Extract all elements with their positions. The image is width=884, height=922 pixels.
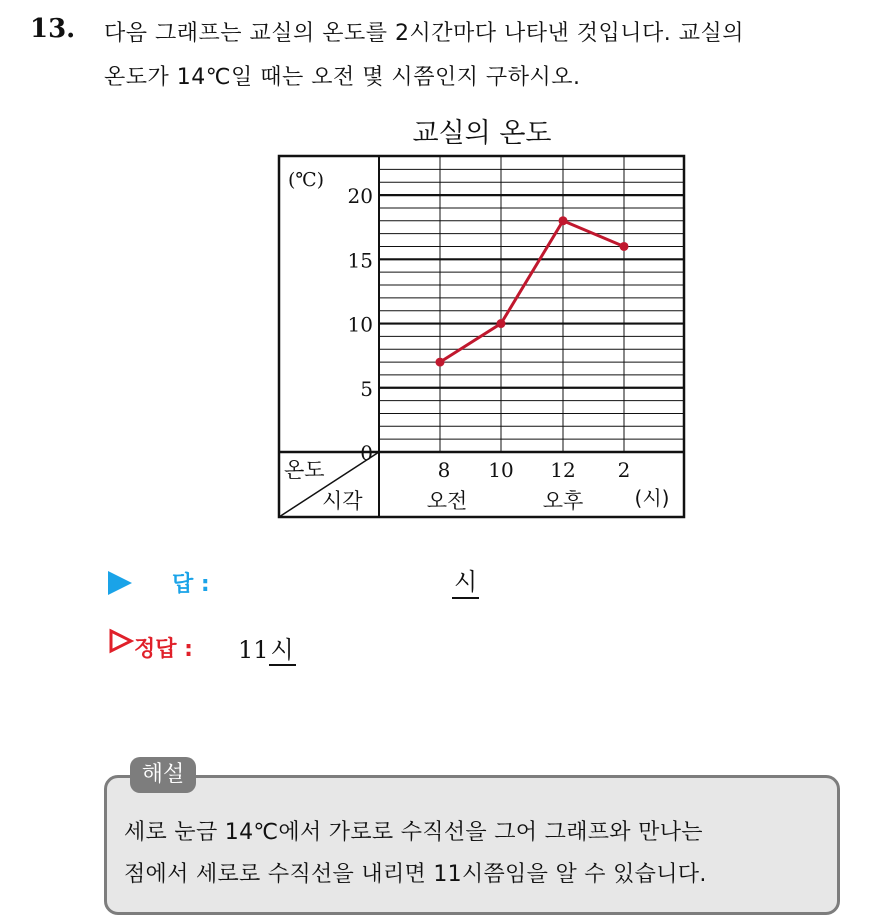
y-tick-label: 0 xyxy=(360,441,373,465)
question-line-1: 다음 그래프는 교실의 온도를 2시간마다 나타낸 것입니다. 교실의 xyxy=(104,21,744,46)
x-group-label: 오후 xyxy=(542,489,584,513)
corner-label-bottom: 시각 xyxy=(322,489,363,513)
y-tick-label: 15 xyxy=(347,248,373,273)
question-number: 13. xyxy=(30,14,76,44)
play-triangle-icon xyxy=(108,571,132,595)
x-tick-label: 12 xyxy=(550,458,576,482)
chart-series xyxy=(436,216,629,366)
x-tick-label: 8 xyxy=(437,458,451,482)
key-value xyxy=(238,630,296,665)
explanation-line-1: 세로 눈금 14℃에서 가로로 수직선을 그어 그래프와 만나는 xyxy=(124,820,703,845)
x-tick-label: 10 xyxy=(488,458,514,482)
key-arrow xyxy=(108,628,134,658)
series-line xyxy=(440,221,624,362)
key-label: 정답 : xyxy=(134,637,193,662)
y-tick-label: 20 xyxy=(347,184,373,209)
corner-label-top: 온도 xyxy=(284,458,325,482)
explanation-text xyxy=(124,812,834,896)
x-group-label: 오전 xyxy=(426,489,468,513)
data-point xyxy=(436,358,445,367)
answer-arrow xyxy=(108,565,132,601)
x-tick-label: 2 xyxy=(617,458,631,482)
answer-label: 답 : xyxy=(172,572,210,597)
y-tick-label: 10 xyxy=(347,312,373,337)
answer-unit: 시 xyxy=(454,568,478,596)
explanation-line-2: 점에서 세로로 수직선을 내리면 11시쯤임을 알 수 있습니다. xyxy=(124,862,707,887)
key-unit: 시 xyxy=(270,636,294,664)
x-unit-label: (시) xyxy=(634,486,670,510)
y-tick-label: 5 xyxy=(360,376,373,401)
chart-grid xyxy=(379,156,684,452)
chart-title: 교실의 온도 xyxy=(412,118,552,149)
explanation-tag: 해설 xyxy=(130,757,196,793)
y-unit-label: (℃) xyxy=(288,169,325,191)
data-point xyxy=(620,242,629,251)
key-number: 11 xyxy=(238,636,269,664)
outline-triangle-icon xyxy=(108,628,134,654)
answer-blank[interactable] xyxy=(452,562,479,599)
data-point xyxy=(559,216,568,225)
data-point xyxy=(497,319,506,328)
question-line-2: 온도가 14℃일 때는 오전 몇 시쯤인지 구하시오. xyxy=(104,65,581,90)
